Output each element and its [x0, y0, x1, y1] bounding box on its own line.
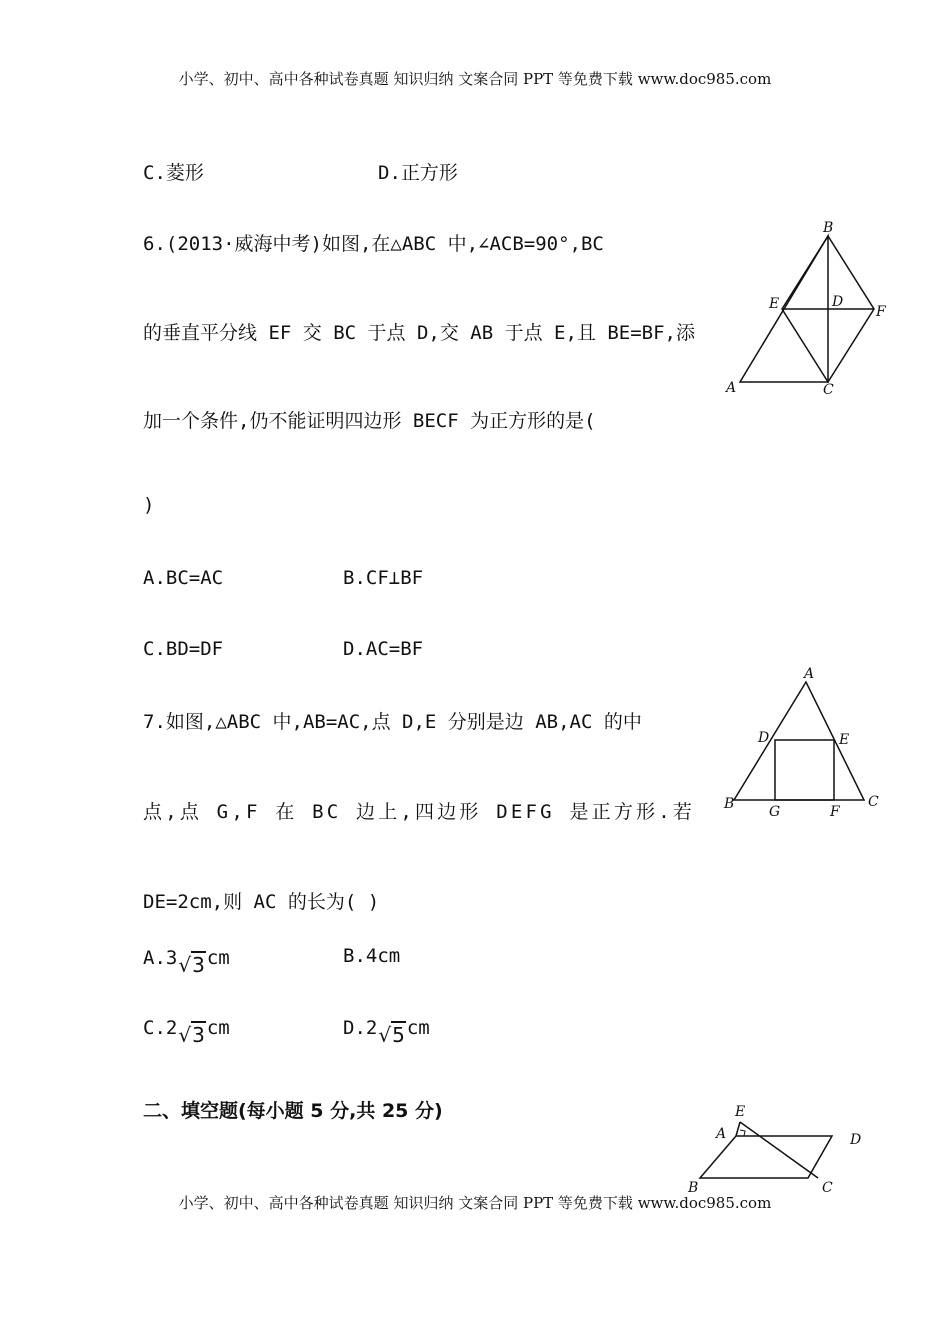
sqrt-symbol: √3	[178, 1023, 205, 1047]
q7-option-d-prefix: D.2	[343, 1017, 378, 1039]
q7-label-f: F	[830, 804, 840, 820]
segment-ea	[736, 1122, 740, 1136]
q6-line-2: 的垂直平分线 EF 交 BC 于点 D,交 AB 于点 E,且 BE=BF,添	[143, 322, 695, 344]
q7-label-b: B	[724, 796, 735, 812]
s2-label-d: D	[850, 1132, 862, 1148]
s2-label-a: A	[716, 1126, 727, 1142]
q7-label-e: E	[839, 732, 850, 748]
section-2-title: 二、填空题(每小题 5 分,共 25 分)	[143, 1100, 443, 1122]
q7-option-a	[143, 945, 230, 977]
q7-option-d	[343, 1015, 430, 1047]
q7-option-b: B.4cm	[343, 945, 401, 967]
q6-label-d: D	[832, 294, 844, 310]
q6-option-d: D.AC=BF	[343, 638, 424, 660]
q7-option-a-radicand: 3	[192, 953, 205, 977]
q7-option-c-prefix: C.2	[143, 1017, 178, 1039]
q6-option-b: B.CF⊥BF	[343, 567, 424, 589]
q6-option-c: C.BD=DF	[143, 638, 224, 660]
q7-option-a-prefix: A.3	[143, 947, 178, 969]
q6-label-f: F	[876, 304, 886, 320]
q6-line-3: 加一个条件,仍不能证明四边形 BECF 为正方形的是(	[143, 410, 596, 432]
q7-option-d-unit: cm	[406, 1017, 430, 1039]
q7-label-g: G	[769, 804, 781, 820]
q6-label-b: B	[823, 220, 834, 236]
q6-label-c: C	[823, 382, 834, 398]
q7-option-c	[143, 1015, 230, 1047]
s2-label-b: B	[688, 1180, 699, 1196]
page-header: 小学、初中、高中各种试卷真题 知识归纳 文案合同 PPT 等免费下载 www.doc985.com	[178, 70, 772, 88]
q7-option-c-radicand: 3	[192, 1023, 205, 1047]
line-ec	[740, 1122, 818, 1178]
q6-label-e: E	[769, 296, 780, 312]
q7-option-a-unit: cm	[206, 947, 230, 969]
q7-label-c: C	[868, 794, 879, 810]
q7-line-3: DE=2cm,则 AC 的长为( )	[143, 891, 380, 913]
q7-line-2: 点,点 G,F 在 BC 边上,四边形 DEFG 是正方形.若	[143, 801, 696, 823]
q7-line-1: 7.如图,△ABC 中,AB=AC,点 D,E 分别是边 AB,AC 的中	[143, 711, 642, 733]
section-2-figure	[684, 1100, 884, 1200]
q7-figure	[718, 664, 890, 822]
q6-line-1: 6.(2013·威海中考)如图,在△ABC 中,∠ACB=90°,BC	[143, 233, 604, 255]
q7-label-d: D	[758, 730, 770, 746]
q6-label-a: A	[726, 380, 737, 396]
right-angle-mark	[740, 1130, 745, 1136]
q5-option-c: C.菱形	[143, 162, 204, 184]
s2-label-c: C	[822, 1180, 833, 1196]
q5-option-d: D.正方形	[378, 162, 458, 184]
q7-option-c-unit: cm	[206, 1017, 230, 1039]
q7-label-a: A	[804, 666, 815, 682]
q6-line-4: )	[143, 494, 155, 516]
q6-figure	[720, 218, 900, 400]
s2-label-e: E	[735, 1104, 746, 1120]
sqrt-symbol: √3	[178, 953, 205, 977]
q7-option-d-radicand: 5	[392, 1023, 405, 1047]
page-footer: 小学、初中、高中各种试卷真题 知识归纳 文案合同 PPT 等免费下载 www.doc985.com	[178, 1194, 772, 1212]
q6-option-a: A.BC=AC	[143, 567, 224, 589]
sqrt-symbol: √5	[378, 1023, 405, 1047]
q7-square-defg	[775, 740, 834, 800]
parallelogram-abcd	[700, 1136, 832, 1178]
